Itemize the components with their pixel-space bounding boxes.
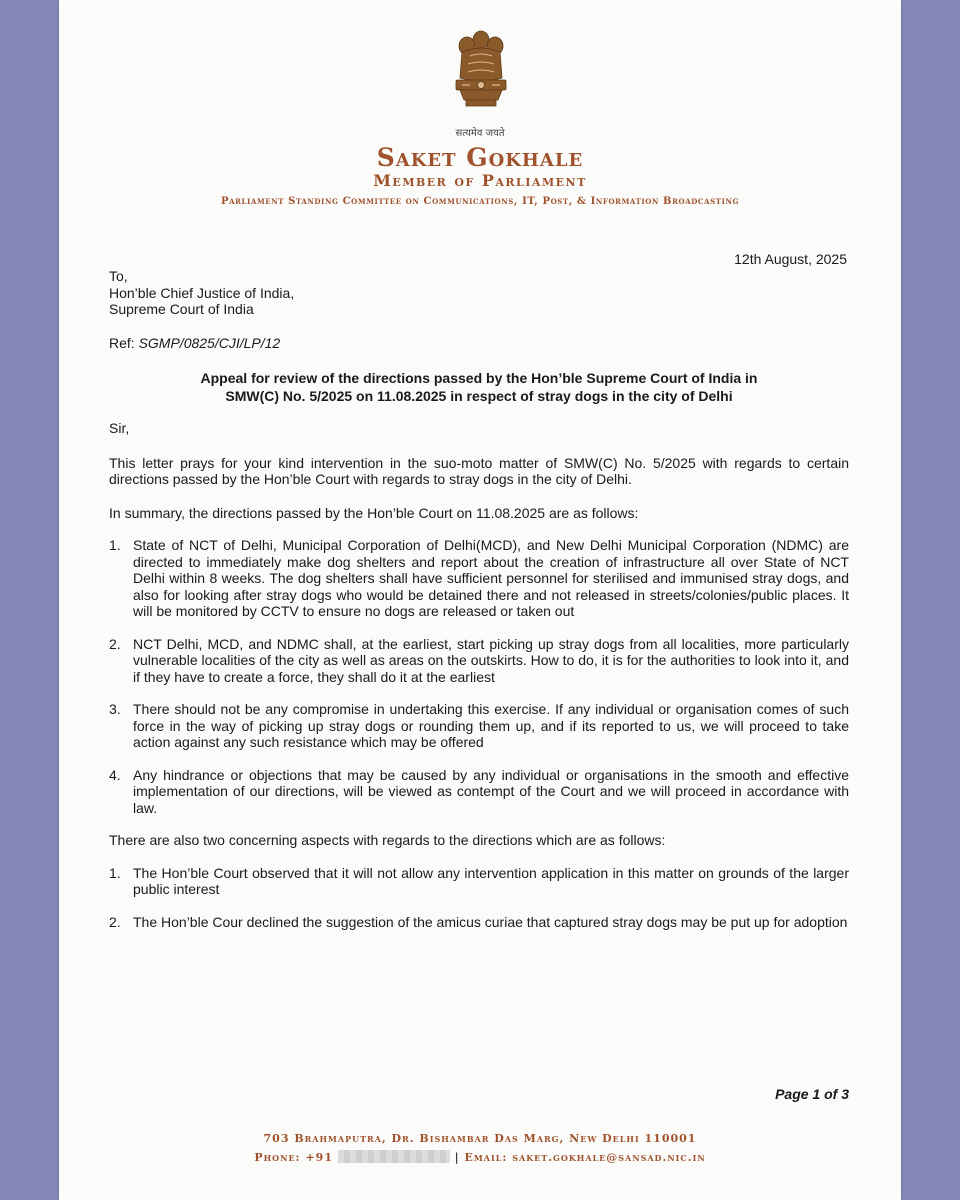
reference-number: SGMP/0825/CJI/LP/12 — [138, 334, 281, 351]
footer-contact — [59, 1150, 901, 1164]
footer-email: Email: saket.gokhale@sansad.nic.in — [464, 1151, 706, 1164]
list-item-number: 1. — [109, 864, 121, 881]
summary-intro: In summary, the directions passed by the Hon’ble Court on 11.08.2025 are as follows: — [109, 504, 639, 521]
list-item-number: 2. — [109, 635, 121, 652]
list-item — [109, 537, 849, 620]
list-item — [109, 636, 849, 686]
redacted-phone-number — [338, 1150, 450, 1163]
list-item-number: 3. — [109, 701, 121, 717]
list-item-number: 4. — [109, 766, 121, 783]
list-item-text: There should not be any compromise in undertaking this exercise. If any individual or organisation comes of such force in the way of picking up stray dogs or rounding them up, and if its reported to us, we will proceed to take action against any such resistance which may be offered — [133, 701, 849, 750]
footer-phone-label: Phone: +91 — [254, 1151, 333, 1164]
addressee-line: Hon’ble Chief Justice of India, — [109, 284, 295, 301]
list-item-text: State of NCT of Delhi, Municipal Corporation of Delhi(MCD), and New Delhi Municipal Corporation (NDMC) are directed to immediately make dog shelters and report about the creation of infrastructure all over State of NCT Delhi within 8 weeks. The dog shelters shall have sufficient personnel for sterilised and immunised stray dogs, and also for looking after stray dogs who would be detained there and not released in streets/colonies/public places. It will be monitored by CCTV to ensure no dogs are released or taken out — [133, 537, 849, 619]
aspects-intro: There are also two concerning aspects with regards to the directions which are as follows: — [109, 832, 666, 848]
national-emblem-icon — [450, 26, 512, 118]
list-item-text: The Hon’ble Cour declined the suggestion of the amicus curiae that captured stray dogs may be put up for adoption — [133, 913, 848, 930]
footer-address: 703 Brahmaputra, Dr. Bishambar Das Marg, New Delhi 110001 — [263, 1132, 697, 1145]
intro-paragraph: This letter prays for your kind intervention in the suo-moto matter of SMW(C) No. 5/2025 with regards to certain directions passed by the Hon’ble Court with regards to stray dogs in the city of Delhi. — [109, 454, 849, 487]
footer-separator: | — [454, 1151, 460, 1164]
list-item-text: Any hindrance or objections that may be caused by any individual or organisations in the smooth and effective implementation of our directions, will be viewed as contempt of the Court and we will proceed in accordance with law. — [133, 766, 849, 816]
subject-line-2: SMW(C) No. 5/2025 on 11.08.2025 in respect of stray dogs in the city of Delhi — [225, 388, 733, 404]
addressee-line: Supreme Court of India — [109, 301, 254, 317]
aspects-list — [109, 865, 849, 931]
addressee-line: To, — [109, 268, 128, 284]
list-item — [109, 701, 849, 751]
reference-label: Ref: — [109, 334, 135, 351]
list-item-text: NCT Delhi, MCD, and NDMC shall, at the earliest, start picking up stray dogs from all localities, more particularly vulnerable localities of the city as well as areas on the outskirts. How to do, it is for the authorities to look into it, and if they have to create a force, they shall do it at the earliest — [133, 635, 849, 685]
reference-line — [109, 335, 849, 352]
letterhead-committee: Parliament Standing Committee on Communications, IT, Post, & Information Broadcasting — [220, 196, 740, 207]
emblem-motto: सत्यमेव जयते — [455, 128, 505, 139]
page-number: Page 1 of 3 — [775, 1086, 849, 1102]
list-item — [109, 865, 849, 898]
letter-page — [59, 0, 901, 1200]
letter-body — [109, 268, 849, 930]
list-item-number: 1. — [109, 537, 121, 553]
letterhead-title: Member of Parliament — [373, 171, 587, 190]
addressee-block — [109, 268, 849, 318]
list-item-text: The Hon’ble Court observed that it will not allow any intervention application in this matter on grounds of the larger public interest — [133, 864, 849, 897]
letterhead-name: Saket Gokhale — [376, 143, 584, 172]
subject-heading — [109, 369, 849, 405]
subject-line-1: Appeal for review of the directions passed by the Hon’ble Supreme Court of India in — [200, 370, 758, 386]
salutation: Sir, — [109, 420, 130, 436]
list-item — [109, 914, 849, 931]
letter-date: 12th August, 2025 — [734, 251, 847, 267]
directions-list — [109, 537, 849, 816]
list-item-number: 2. — [109, 913, 121, 930]
list-item — [109, 767, 849, 817]
